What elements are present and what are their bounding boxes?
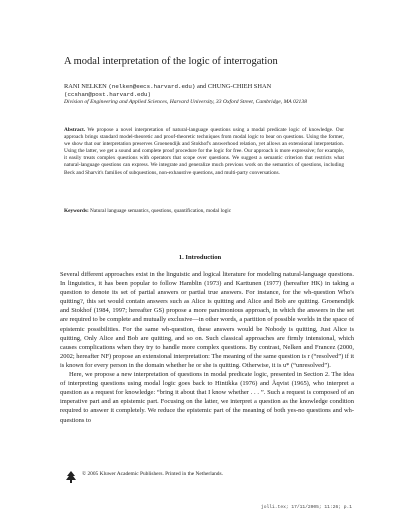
keywords-text: Natural language semantics, questions, quantification, modal logic xyxy=(90,208,232,214)
abstract xyxy=(64,127,344,177)
author2-email: (ccshan@post.harvard.edu) xyxy=(64,91,151,99)
keywords xyxy=(64,208,344,215)
body-text xyxy=(60,270,354,425)
paragraph-2: Here, we propose a new interpretation of questions in modal predicate logic, presented in Section 2. The idea of interpreting questions using modal logic goes back to Hintikka (1976) and Åqvist (1965), who interpret a question as a request for knowledge: “bring it about that I know whether . . . ”. Such a request is composed of an imperative part and an epistemic part. Focusing on the latter, we interpret a question as the knowledge condition required to answer it completely. We reduce the epistemic part of the meaning of both yes-no questions and wh-questions to xyxy=(60,371,354,424)
and-word: and xyxy=(196,83,207,90)
kluwer-tree-icon xyxy=(64,470,78,484)
author-block xyxy=(64,83,354,106)
footer-id: jolli.tex; 17/11/2005; 11:26; p.1 xyxy=(261,505,352,510)
affiliation: Division of Engineering and Applied Sciences, Harvard University, 33 Oxford Street, Cambridge, MA 02138 xyxy=(64,99,307,106)
keywords-label: Keywords: xyxy=(64,208,89,214)
abstract-label: Abstract. xyxy=(64,127,86,133)
paper-title: A modal interpretation of the logic of interrogation xyxy=(64,56,278,67)
paragraph-1: Several different approaches exist in the linguistic and logical literature for modeling natural-language questions. In linguistics, it has been popular to follow Hamblin (1973) and Karttunen (1977) (hereafter HK) in taking a question to denote its set of partial answers or partial true answers. For instance, for the wh-question Who's quitting?, this set would contain answers such as Alice is quitting and Alice and Bob are quitting. Groenendijk and Stokhof (1984, 1997; hereafter GS) propose a more parsimonious approach, in which the answers in the set are required to be complete and mutually exclusive—in other words, a partition of possible worlds in the space of epistemic possibilities. For the same wh-question, these answers would be Nobody is quitting, Just Alice is quitting, Only Alice and Bob are quitting, and so on. Such classical approaches are firmly intensional, which causes complications when they try to handle more complex questions. By contrast, Nelken and Francez (2000, 2002; hereafter NF) propose an extensional interpretation: The meaning of the same question is r (“resolved”) if it is known for every person in the domain whether he or she is quitting. Otherwise, it is u* (“unresolved”). xyxy=(60,271,354,369)
abstract-text: We propose a novel interpretation of natural-language questions using a modal predicate logic of knowledge. Our approach brings standard model-theoretic and proof-theoretic techniques from modal logic to bear on questions. Using the former, we show that our interpretation preserves Groenendijk and Stokhof's answerhood relation, yet allows an extensional interpretation. Using the latter, we get a sound and complete proof procedure for the logic for free. Our approach is more expressive; for example, it easily treats complex questions with operators that scope over questions. We suggest a semantic criterion that restricts what natural-language questions can express. We integrate and generalize much previous work on the semantics of questions, including Beck and Sharvit's families of subquestions, non-exhaustive questions, and multi-party conversations. xyxy=(64,127,344,176)
author2-name: CHUNG-CHIEH SHAN xyxy=(207,83,272,90)
section-heading: 1. Introduction xyxy=(178,254,222,261)
author1-name: RANI NELKEN xyxy=(64,83,107,90)
author1-email: (nelken@eecs.harvard.edu) xyxy=(108,83,196,90)
copyright-notice: © 2005 Kluwer Academic Publishers. Printed in the Netherlands. xyxy=(82,471,223,477)
